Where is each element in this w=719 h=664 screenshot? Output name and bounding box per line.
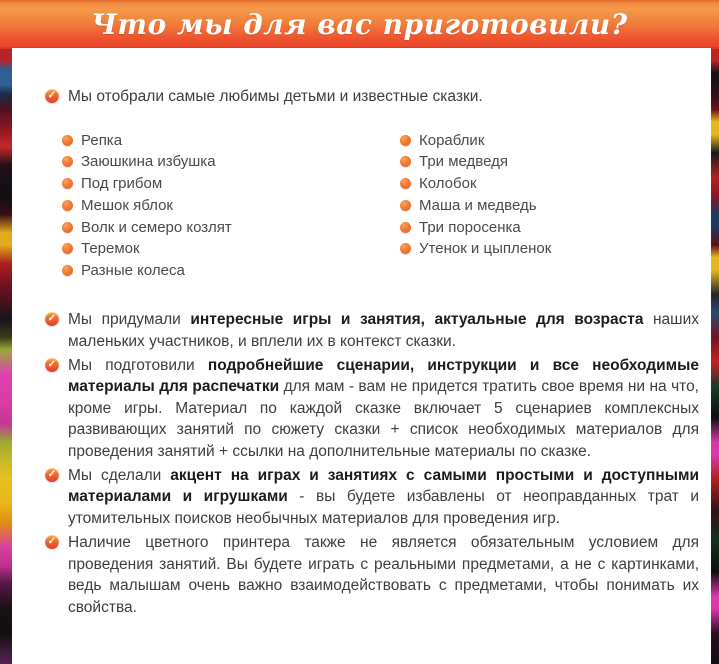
tale-label: Три поросенка: [419, 218, 521, 236]
tale-list-item: [400, 216, 699, 238]
dot-bullet-icon: [400, 222, 411, 233]
paragraph-segment: Мы отобрали самые любимы детьми и известные сказки.: [68, 88, 483, 105]
tale-list-item: [62, 129, 400, 151]
paragraph-segment: Мы придумали: [68, 311, 191, 329]
paragraphs-section: [45, 309, 699, 618]
tale-list-item: [400, 151, 699, 173]
dot-bullet-icon: [400, 135, 411, 146]
tale-list-item: [62, 151, 400, 173]
check-bullet-icon: ✓: [45, 468, 59, 482]
paragraph-text: [68, 86, 483, 107]
tale-label: Под грибом: [81, 175, 163, 193]
tale-label: Теремок: [81, 240, 140, 258]
paragraph-text: [68, 465, 699, 529]
tales-list-left: [62, 129, 400, 281]
check-bullet-icon: ✓: [45, 312, 59, 326]
paragraph-segment: Наличие цветного принтера также не является обязательным условием для проведения занятий. Вы будете играть с реальными предметами, а не с картинками, ведь малышам очень важно взаимодействовать с предметами, чтобы понимать их свойства.: [68, 534, 699, 616]
intro-section: [45, 86, 699, 107]
tale-label: Разные колеса: [81, 261, 185, 279]
bullet-paragraph: [45, 355, 699, 462]
paragraph-segment: - вы будете избавлены от неоправданных трат и утомительных поисков необычных материалов для проведения игр.: [68, 488, 699, 527]
check-bullet-icon: ✓: [45, 358, 59, 372]
left-decorative-strip: [0, 48, 12, 664]
tales-columns: [62, 129, 699, 281]
tales-list-right: [400, 129, 699, 281]
dot-bullet-icon: [62, 156, 73, 167]
dot-bullet-icon: [62, 222, 73, 233]
check-bullet-icon: ✓: [45, 535, 59, 549]
header-banner: [0, 0, 719, 49]
tale-list-item: [62, 194, 400, 216]
bullet-paragraph: [45, 309, 699, 352]
tale-list-item: [400, 238, 699, 260]
tale-label: Утенок и цыпленок: [419, 240, 552, 258]
dot-bullet-icon: [400, 178, 411, 189]
paragraph-bold-segment: подробнейшие сценарии, инструкции и все необходимые материалы для распечатки: [68, 357, 699, 396]
bullet-paragraph: [45, 465, 699, 529]
paragraph-segment: Мы подготовили: [68, 357, 208, 375]
dot-bullet-icon: [62, 265, 73, 276]
paragraph-segment: Мы сделали: [68, 467, 171, 485]
content-area: [12, 48, 711, 664]
dot-bullet-icon: [62, 135, 73, 146]
tale-list-item: [400, 129, 699, 151]
paragraph-text: [68, 355, 699, 462]
paragraph-segment: для мам - вам не придется тратить свое время ни на что, кроме игры. Материал по каждой сказке включает 5 сценариев комплексных развивающих занятий по сюжету сказки + список необходимых материалов для проведения занятий + ссылки на дополнительные материалы по сказке.: [68, 378, 699, 460]
dot-bullet-icon: [400, 243, 411, 254]
tale-label: Колобок: [419, 175, 477, 193]
paragraph-bold-segment: интересные игры и занятия, актуальные для возраста: [190, 311, 644, 329]
right-decorative-strip: [711, 48, 719, 664]
dot-bullet-icon: [400, 200, 411, 211]
tale-list-item: [62, 260, 400, 282]
paragraph-segment: наших маленьких участников, и вплели их в контекст сказки.: [68, 311, 699, 350]
tale-label: Волк и семеро козлят: [81, 218, 232, 236]
tale-label: Маша и медведь: [419, 196, 537, 214]
dot-bullet-icon: [62, 243, 73, 254]
dot-bullet-icon: [62, 200, 73, 211]
paragraph-text: [68, 309, 699, 352]
tale-label: Заюшкина избушка: [81, 153, 216, 171]
tale-label: Репка: [81, 131, 123, 149]
tale-label: Кораблик: [419, 131, 485, 149]
tale-list-item: [62, 238, 400, 260]
page-title: Что мы для вас приготовили?: [91, 7, 628, 41]
tale-list-item: [62, 173, 400, 195]
tale-list-item: [62, 216, 400, 238]
paragraph-bold-segment: акцент на играх и занятиях с самыми простыми и доступными материалами и игрушками: [68, 467, 699, 506]
dot-bullet-icon: [62, 178, 73, 189]
tale-list-item: [400, 173, 699, 195]
tale-label: Мешок яблок: [81, 196, 173, 214]
bullet-paragraph: [45, 532, 699, 618]
tale-list-item: [400, 194, 699, 216]
check-bullet-icon: ✓: [45, 89, 59, 103]
paragraph-text: [68, 532, 699, 618]
tale-label: Три медведя: [419, 153, 508, 171]
dot-bullet-icon: [400, 156, 411, 167]
bullet-paragraph: [45, 86, 699, 107]
